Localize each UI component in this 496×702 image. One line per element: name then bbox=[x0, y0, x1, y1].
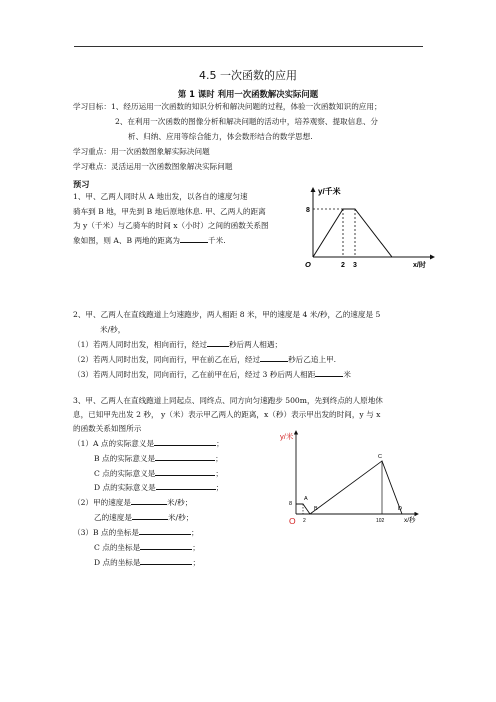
q3-sub-1-blank[interactable] bbox=[154, 437, 216, 446]
fig2-tick-x-102: 102 bbox=[376, 518, 385, 524]
learning-key-point: 学习重点：用一次函数图象解实际决问题 bbox=[73, 147, 210, 156]
q1-line-1: 1、甲、乙两人同时从 A 地出发，以各自的速度匀速 bbox=[73, 192, 248, 201]
fig1-tick-y-8: 8 bbox=[306, 207, 310, 214]
q3-sub-8-text: C 点的坐标是 bbox=[94, 543, 141, 552]
figure-2-graph bbox=[278, 428, 428, 528]
q2-part-3 bbox=[73, 368, 351, 380]
fig2-x-label: x/秒 bbox=[404, 517, 416, 524]
q3-sub-1-text: （1）A 点的实际意义是 bbox=[73, 439, 155, 448]
q3-sub-2-end: ； bbox=[215, 454, 223, 463]
fig1-origin: O bbox=[305, 260, 311, 269]
q2-part-3-text: （3）若两人同时出发，同向而行，乙在前甲在后，经过 3 秒后两人相距 bbox=[73, 370, 316, 379]
q3-sub-9 bbox=[94, 556, 200, 568]
preview-heading: 预习 bbox=[73, 179, 90, 189]
q3-sub-6-unit: 米/秒； bbox=[167, 513, 194, 522]
fig2-graph-line bbox=[296, 461, 402, 514]
q2-line-2: 米/秒， bbox=[100, 325, 126, 334]
learning-objectives-1: 学习目标：1、经历运用一次函数的知识分析和解决问题的过程，体验一次函数知识的应用； bbox=[73, 102, 382, 111]
q1-line-2: 骑车到 B 地，甲先到 B 地后原地休息. 甲、乙两人的距离 bbox=[73, 207, 266, 216]
fig1-y-label: y/千米 bbox=[318, 187, 341, 196]
q2-part-1-text: （1）若两人同时出发，相向而行，经过 bbox=[73, 340, 207, 349]
fig2-y-label: y/米 bbox=[280, 432, 294, 441]
q3-sub-1-end: ； bbox=[216, 439, 224, 448]
q2-line-1: 2、甲、乙两人在直线跑道上匀速跑步，两人相距 8 米，甲的速度是 4 米/秒，乙的速度是 5 bbox=[73, 310, 381, 319]
q1-line-4-unit: 千米. bbox=[208, 236, 226, 245]
fig2-label-C: C bbox=[378, 454, 382, 460]
fig2-tick-x-2: 2 bbox=[303, 518, 306, 524]
fig2-label-B: B bbox=[314, 506, 318, 512]
fig1-x-label: x/时 bbox=[413, 262, 426, 269]
q3-line-2: 息，已知甲先出发 2 秒， y（米）表示甲乙两人的距离，x（秒）表示甲出发的时间，y 与 x bbox=[73, 410, 381, 419]
q3-sub-4-text: D 点的实际意义是 bbox=[94, 483, 156, 492]
q1-line-4 bbox=[73, 234, 226, 246]
q3-sub-3-text: C 点的实际意义是 bbox=[94, 469, 156, 478]
q3-sub-3-end: ； bbox=[215, 469, 223, 478]
q3-sub-8-end: ； bbox=[192, 543, 200, 552]
q3-sub-7 bbox=[73, 526, 199, 538]
q3-line-3: 的函数关系如图所示 bbox=[73, 424, 142, 433]
q2-part-2 bbox=[73, 353, 336, 365]
learning-objectives-2: 2、在利用一次函数的图像分析和解决问题的活动中，培养观察、提取信息、分 bbox=[115, 117, 379, 126]
fig1-graph-line bbox=[313, 209, 392, 257]
fig1-tick-x-3: 3 bbox=[353, 262, 357, 269]
q3-sub-9-end: ； bbox=[192, 558, 201, 567]
q3-sub-3-blank[interactable] bbox=[155, 467, 215, 476]
fig2-tick-y-8: 8 bbox=[289, 501, 293, 507]
q1-line-3: 为 y（千米）与乙骑车的时间 x（小时）之间的函数关系图 bbox=[73, 221, 269, 230]
q3-sub-9-blank[interactable] bbox=[140, 556, 192, 565]
page-title: 4.5 一次函数的应用 bbox=[199, 69, 297, 82]
q3-sub-3 bbox=[94, 467, 223, 479]
q3-sub-4 bbox=[94, 481, 223, 493]
fig2-label-D: D bbox=[398, 506, 402, 512]
q2-part-2-blank[interactable] bbox=[260, 353, 288, 362]
q3-sub-2 bbox=[94, 452, 223, 464]
q1-line-4-text: 象如图，则 A、B 两地的距离为 bbox=[73, 236, 181, 245]
q3-line-1: 3、甲、乙两人在直线跑道上同起点、同终点、同方向匀速跑步 500m，先到终点的人原地休 bbox=[73, 396, 383, 405]
q3-sub-7-end: ； bbox=[190, 528, 199, 537]
q2-part-1-tail: 秒后两人相遇； bbox=[228, 340, 283, 349]
q3-sub-9-text: D 点的坐标是 bbox=[94, 558, 141, 567]
q3-sub-2-text: B 点的实际意义是 bbox=[94, 454, 156, 463]
learning-objectives-3: 析、归纳、应用等综合能力，体会数形结合的数学思想. bbox=[128, 132, 313, 141]
fig2-origin: O bbox=[289, 516, 296, 526]
q3-sub-8-blank[interactable] bbox=[140, 541, 192, 550]
q3-sub-6-text: 乙的速度是 bbox=[94, 513, 132, 522]
q3-sub-7-text: （3）B 点的坐标是 bbox=[73, 528, 139, 537]
q3-sub-5-text: （2）甲的速度是 bbox=[73, 498, 131, 507]
header-rule bbox=[74, 46, 423, 47]
learning-difficulty: 学习难点：灵活运用一次函数图象解决实际问题 bbox=[73, 162, 233, 171]
q3-sub-5 bbox=[73, 496, 192, 508]
fig2-label-A: A bbox=[304, 496, 308, 502]
q3-sub-5-blank[interactable] bbox=[131, 496, 167, 505]
q3-sub-6-blank[interactable] bbox=[132, 511, 168, 520]
q2-part-3-tail: 米 bbox=[343, 370, 351, 379]
figure-1-graph bbox=[300, 182, 440, 274]
q3-sub-8 bbox=[94, 541, 200, 553]
q2-part-3-blank[interactable] bbox=[315, 368, 343, 377]
lesson-subtitle: 第 1 课时 利用一次函数解决实际问题 bbox=[177, 89, 319, 99]
q3-sub-5-unit: 米/秒； bbox=[167, 498, 193, 507]
q3-sub-1 bbox=[73, 437, 224, 449]
q3-sub-6 bbox=[94, 511, 193, 523]
q2-part-1 bbox=[73, 338, 282, 350]
q1-answer-blank[interactable] bbox=[180, 234, 208, 243]
q3-sub-2-blank[interactable] bbox=[155, 452, 215, 461]
q3-sub-4-end: ； bbox=[215, 483, 224, 492]
q2-part-1-blank[interactable] bbox=[207, 338, 229, 347]
q2-part-2-text: （2）若两人同时出发，同向而行，甲在前乙在后，经过 bbox=[73, 355, 261, 364]
q3-sub-4-blank[interactable] bbox=[156, 481, 216, 490]
fig1-tick-x-2: 2 bbox=[341, 262, 345, 269]
q2-part-2-tail: 秒后乙追上甲. bbox=[288, 355, 337, 364]
q3-sub-7-blank[interactable] bbox=[139, 526, 191, 535]
